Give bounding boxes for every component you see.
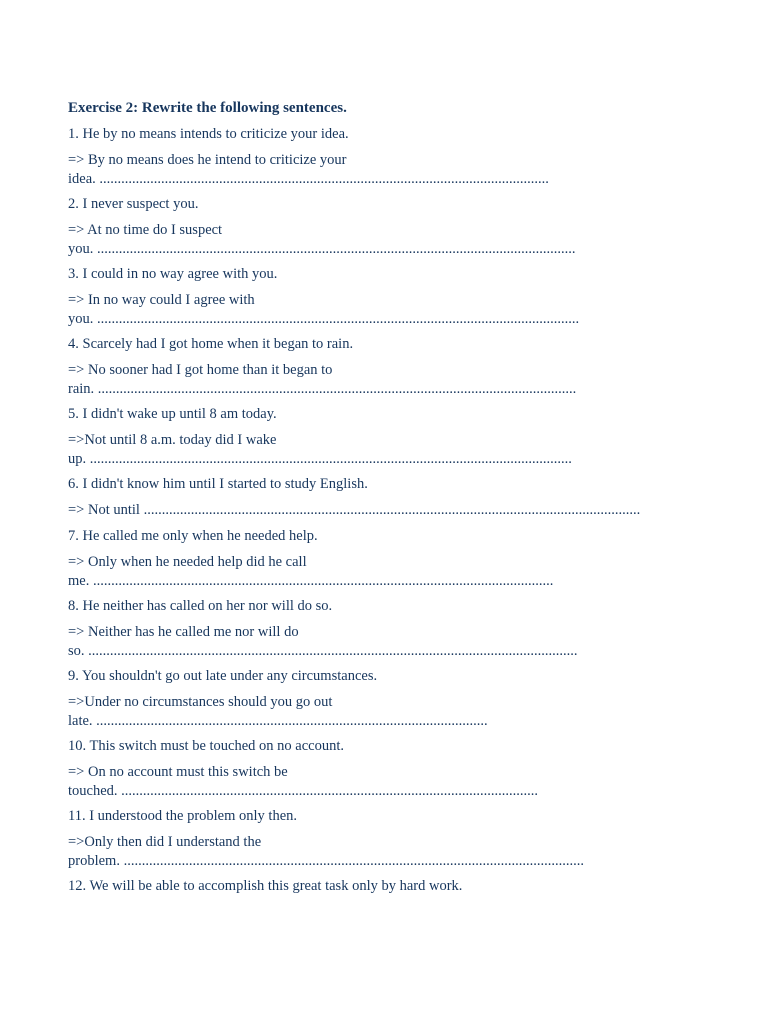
answer-line-1: =>Not until 8 a.m. today did I wake [68, 432, 277, 448]
answer-text [68, 762, 708, 800]
answer-text [68, 622, 708, 660]
answer-text [68, 552, 708, 590]
answer-line-2: rain. .................................................................................................................................... [68, 381, 577, 397]
answer-line-2: you. .................................................................................................................................... [68, 241, 576, 257]
worksheet [68, 98, 708, 902]
answer-line-1: => By no means does he intend to criticize your [68, 152, 347, 168]
exercise-item [68, 736, 708, 800]
answer-text [68, 692, 708, 730]
exercise-item [68, 666, 708, 730]
question-text: 10. This switch must be touched on no account. [68, 738, 344, 754]
answer-line-1: => No sooner had I got home than it began to [68, 362, 333, 378]
answer-line-2: late. ............................................................................................................ [68, 713, 488, 729]
exercise-item [68, 596, 708, 660]
answer-text [68, 360, 708, 398]
question-text: 9. You shouldn't go out late under any circumstances. [68, 668, 378, 684]
answer-line-2: you. ..................................................................................................................................... [68, 311, 580, 327]
answer-line-2: up. ..................................................................................................................................... [68, 451, 572, 467]
question-text: 11. I understood the problem only then. [68, 808, 298, 824]
answer-line-2: touched. ................................................................................................................... [68, 783, 539, 799]
exercise-item [68, 526, 708, 590]
exercise-item [68, 264, 708, 328]
answer-line-1: => At no time do I suspect [68, 222, 223, 238]
answer-line-1: => Neither has he called me nor will do [68, 624, 299, 640]
exercise-item [68, 474, 708, 520]
exercise-item [68, 876, 708, 896]
question-text: 6. I didn't know him until I started to study English. [68, 476, 368, 492]
answer-line-1: =>Only then did I understand the [68, 834, 262, 850]
question-text: 3. I could in no way agree with you. [68, 266, 278, 282]
exercise-item [68, 334, 708, 398]
answer-text [68, 500, 708, 520]
answer-line-1: => In no way could I agree with [68, 292, 255, 308]
answer-line-2: problem. ............................................................................................................................... [68, 853, 584, 869]
answer-line-1: =>Under no circumstances should you go out [68, 694, 333, 710]
question-text: 1. He by no means intends to criticize your idea. [68, 126, 349, 142]
answer-text [68, 430, 708, 468]
question-text: 4. Scarcely had I got home when it began to rain. [68, 336, 354, 352]
answer-text [68, 832, 708, 870]
exercise-item [68, 404, 708, 468]
exercise-title: Exercise 2: Rewrite the following sentences. [68, 100, 347, 116]
question-text: 8. He neither has called on her nor will do so. [68, 598, 333, 614]
answer-text [68, 290, 708, 328]
question-text: 7. He called me only when he needed help. [68, 528, 318, 544]
exercise-item [68, 806, 708, 870]
exercise-item [68, 194, 708, 258]
question-text: 2. I never suspect you. [68, 196, 199, 212]
answer-line-1: => Not until ......................................................................................................................................... [68, 502, 641, 518]
question-text: 12. We will be able to accomplish this great task only by hard work. [68, 878, 463, 894]
answer-line-2: so. ....................................................................................................................................... [68, 643, 578, 659]
answer-line-2: me. ............................................................................................................................... [68, 573, 554, 589]
answer-line-1: => On no account must this switch be [68, 764, 288, 780]
answer-text [68, 220, 708, 258]
question-text: 5. I didn't wake up until 8 am today. [68, 406, 277, 422]
answer-text [68, 150, 708, 188]
exercise-item [68, 124, 708, 188]
answer-line-2: idea. ............................................................................................................................ [68, 171, 549, 187]
answer-line-1: => Only when he needed help did he call [68, 554, 307, 570]
